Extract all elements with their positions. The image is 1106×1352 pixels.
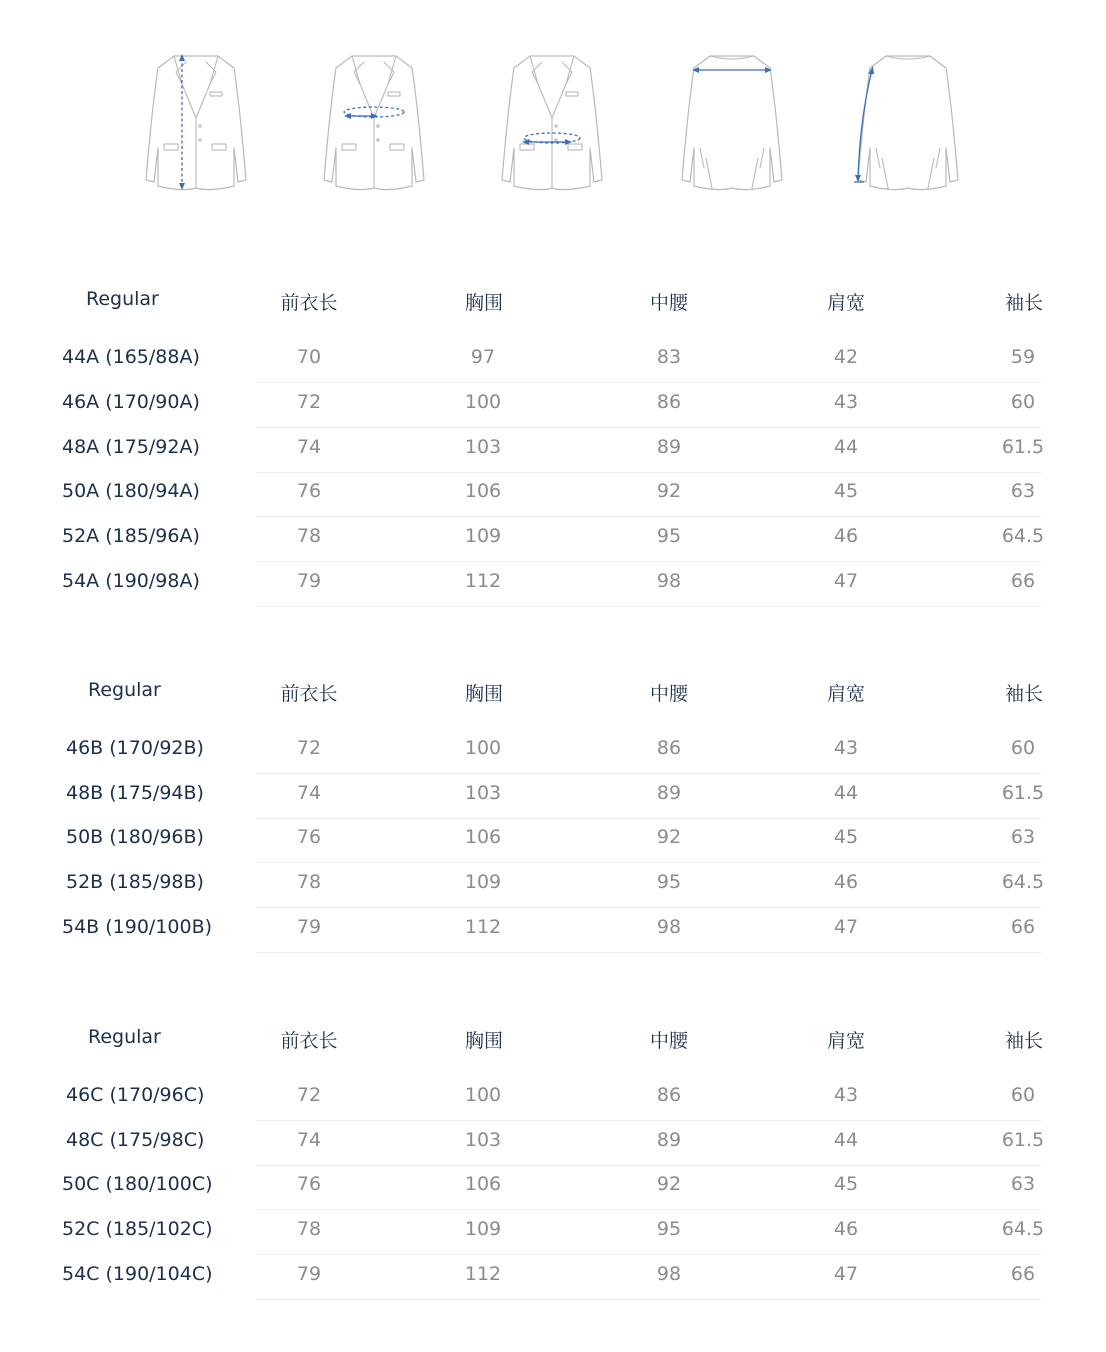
sleeve-value: 66 <box>1010 916 1036 938</box>
shoulder-value: 45 <box>833 480 859 502</box>
waist-value: 98 <box>656 1263 682 1285</box>
chest-value: 100 <box>464 737 502 759</box>
sleeve-value: 60 <box>1010 737 1036 759</box>
header-shoulder: 肩宽 <box>826 1030 865 1052</box>
shoulder-value: 43 <box>833 391 859 413</box>
chest-value: 103 <box>464 1129 502 1151</box>
sleeve-value: 64.5 <box>1001 1218 1045 1240</box>
waist-value: 95 <box>656 525 682 547</box>
table-label: Regular <box>88 1026 161 1048</box>
size-label: 50A (180/94A) <box>62 480 200 502</box>
table-row <box>0 818 1106 863</box>
chest-value: 97 <box>470 346 496 368</box>
front-length-value: 74 <box>296 436 322 458</box>
shoulder-value: 47 <box>833 1263 859 1285</box>
shoulder-value: 45 <box>833 1173 859 1195</box>
chest-value: 100 <box>464 391 502 413</box>
waist-value: 98 <box>656 570 682 592</box>
header-sleeve: 袖长 <box>1004 683 1043 705</box>
sleeve-value: 63 <box>1010 826 1036 848</box>
shoulder-value: 45 <box>833 826 859 848</box>
chest-value: 106 <box>464 826 502 848</box>
sleeve-value: 59 <box>1010 346 1036 368</box>
front-length-value: 76 <box>296 1173 322 1195</box>
row-divider <box>256 1299 1041 1300</box>
table-row <box>0 1076 1106 1121</box>
row-divider <box>256 606 1041 607</box>
measurement-diagrams <box>0 0 1106 210</box>
chest-value: 103 <box>464 782 502 804</box>
shoulder-value: 47 <box>833 916 859 938</box>
size-label: 52C (185/102C) <box>62 1218 213 1240</box>
waist-value: 98 <box>656 916 682 938</box>
header-shoulder: 肩宽 <box>826 292 865 314</box>
front-length-value: 79 <box>296 916 322 938</box>
table-row <box>0 863 1106 908</box>
chest-value: 109 <box>464 525 502 547</box>
table-label: Regular <box>88 679 161 701</box>
front-length-value: 78 <box>296 525 322 547</box>
shoulder-value: 42 <box>833 346 859 368</box>
chest-value: 112 <box>464 1263 502 1285</box>
row-divider <box>256 952 1041 953</box>
sleeve-value: 64.5 <box>1001 525 1045 547</box>
shoulder-value: 47 <box>833 570 859 592</box>
front-length-value: 74 <box>296 1129 322 1151</box>
chest-value: 100 <box>464 1084 502 1106</box>
shoulder-value: 43 <box>833 737 859 759</box>
waist-value: 95 <box>656 1218 682 1240</box>
table-row <box>0 338 1106 383</box>
table-label: Regular <box>86 288 159 310</box>
waist-value: 95 <box>656 871 682 893</box>
size-label: 54C (190/104C) <box>62 1263 213 1285</box>
chest-value: 106 <box>464 1173 502 1195</box>
chest-value: 109 <box>464 871 502 893</box>
sleeve-value: 64.5 <box>1001 871 1045 893</box>
sleeve-value: 61.5 <box>1001 1129 1045 1151</box>
header-sleeve: 袖长 <box>1004 292 1043 314</box>
sleeve-value: 63 <box>1010 480 1036 502</box>
header-waist: 中腰 <box>649 292 688 314</box>
header-waist: 中腰 <box>649 683 688 705</box>
waist-value: 83 <box>656 346 682 368</box>
sleeve-value: 66 <box>1010 1263 1036 1285</box>
table-row <box>0 472 1106 517</box>
table-row <box>0 774 1106 819</box>
header-sleeve: 袖长 <box>1004 1030 1043 1052</box>
front-length-value: 76 <box>296 826 322 848</box>
front-length-value: 78 <box>296 871 322 893</box>
chest-value: 112 <box>464 916 502 938</box>
waist-value: 92 <box>656 826 682 848</box>
header-shoulder: 肩宽 <box>826 683 865 705</box>
sleeve-value: 61.5 <box>1001 436 1045 458</box>
sleeve-value: 66 <box>1010 570 1036 592</box>
front-length-value: 79 <box>296 1263 322 1285</box>
header-front-length: 前衣长 <box>280 1030 338 1052</box>
front-length-diagram <box>140 48 252 194</box>
front-length-value: 78 <box>296 1218 322 1240</box>
waist-value: 89 <box>656 436 682 458</box>
size-label: 48C (175/98C) <box>66 1129 205 1151</box>
size-label: 46A (170/90A) <box>62 391 200 413</box>
front-length-value: 79 <box>296 570 322 592</box>
size-label: 48B (175/94B) <box>66 782 204 804</box>
table-row <box>0 428 1106 473</box>
header-waist: 中腰 <box>649 1030 688 1052</box>
size-label: 50B (180/96B) <box>66 826 204 848</box>
sleeve-value: 60 <box>1010 1084 1036 1106</box>
table-row <box>0 383 1106 428</box>
header-chest: 胸围 <box>464 1030 503 1052</box>
shoulder-value: 44 <box>833 1129 859 1151</box>
chest-value: 109 <box>464 1218 502 1240</box>
waist-value: 89 <box>656 782 682 804</box>
shoulder-value: 44 <box>833 782 859 804</box>
sleeve-value: 63 <box>1010 1173 1036 1195</box>
front-length-value: 72 <box>296 737 322 759</box>
table-row <box>0 562 1106 607</box>
chest-value: 103 <box>464 436 502 458</box>
table-row <box>0 908 1106 953</box>
shoulder-value: 46 <box>833 1218 859 1240</box>
waist-value: 92 <box>656 480 682 502</box>
front-length-value: 70 <box>296 346 322 368</box>
waist-value: 86 <box>656 737 682 759</box>
shoulder-diagram <box>676 48 788 194</box>
sleeve-diagram <box>852 48 964 194</box>
shoulder-value: 46 <box>833 871 859 893</box>
shoulder-value: 44 <box>833 436 859 458</box>
front-length-value: 74 <box>296 782 322 804</box>
size-label: 46B (170/92B) <box>66 737 204 759</box>
table-row <box>0 1255 1106 1300</box>
waist-value: 86 <box>656 1084 682 1106</box>
header-chest: 胸围 <box>464 292 503 314</box>
size-label: 52A (185/96A) <box>62 525 200 547</box>
table-row <box>0 1165 1106 1210</box>
header-chest: 胸围 <box>464 683 503 705</box>
front-length-value: 76 <box>296 480 322 502</box>
waist-value: 92 <box>656 1173 682 1195</box>
front-length-value: 72 <box>296 1084 322 1106</box>
shoulder-value: 43 <box>833 1084 859 1106</box>
chest-value: 112 <box>464 570 502 592</box>
waist-value: 89 <box>656 1129 682 1151</box>
chest-value: 106 <box>464 480 502 502</box>
size-label: 46C (170/96C) <box>66 1084 205 1106</box>
waist-value: 86 <box>656 391 682 413</box>
table-row <box>0 1121 1106 1166</box>
table-row <box>0 517 1106 562</box>
header-front-length: 前衣长 <box>280 292 338 314</box>
front-length-value: 72 <box>296 391 322 413</box>
chest-diagram <box>318 48 430 194</box>
size-label: 54A (190/98A) <box>62 570 200 592</box>
waist-diagram <box>496 48 608 194</box>
size-label: 50C (180/100C) <box>62 1173 213 1195</box>
sleeve-value: 61.5 <box>1001 782 1045 804</box>
size-label: 48A (175/92A) <box>62 436 200 458</box>
size-label: 54B (190/100B) <box>62 916 213 938</box>
size-label: 44A (165/88A) <box>62 346 200 368</box>
sleeve-value: 60 <box>1010 391 1036 413</box>
table-row <box>0 1210 1106 1255</box>
shoulder-value: 46 <box>833 525 859 547</box>
size-label: 52B (185/98B) <box>66 871 204 893</box>
table-row <box>0 729 1106 774</box>
header-front-length: 前衣长 <box>280 683 338 705</box>
